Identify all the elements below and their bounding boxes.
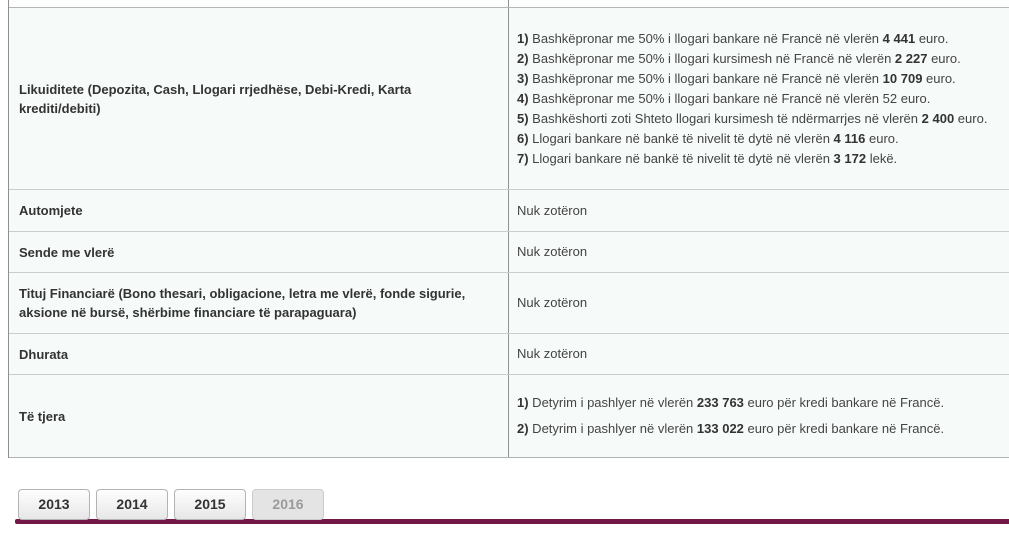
year-tab-2015[interactable]: 2015 [174,489,246,520]
asset-value-line: Nuk zotëron [517,244,588,259]
asset-category-label: Tituj Financiarë (Bono thesari, obligacione, letra me vlerë, fonde sigurie, aksione në bursë, shërbime financiare të parapaguara) [9,273,509,333]
asset-value-line: 1) Bashkëpronar me 50% i llogari bankare në Francë në vlerën 4 441 euro. [517,30,949,46]
asset-value-line: 2) Bashkëpronar me 50% i llogari kursimesh në Francë në vlerën 2 227 euro. [517,50,961,66]
asset-value-cell [509,190,1009,231]
asset-value-line: 4) Bashkëpronar me 50% i llogari bankare në Francë në vlerën 52 euro. [517,90,931,106]
asset-value-line: Nuk zotëron [517,295,588,310]
asset-value-cell [509,232,1009,272]
table-row [9,8,1009,190]
table-row [9,375,1009,458]
table-row [9,273,1009,334]
table-row [9,190,1009,232]
asset-value-cell [509,0,1009,7]
year-tabs [18,489,330,520]
asset-category-label: Dhurata [9,334,509,374]
asset-value-line: Nuk zotëron [517,346,588,361]
asset-category-cell [9,0,509,7]
asset-value-cell [509,273,1009,333]
asset-category-label: Të tjera [9,375,509,457]
asset-value-line: 5) Bashkëshorti zoti Shteto llogari kursimesh të ndërmarrjes në vlerën 2 400 euro. [517,110,988,126]
table-row [9,232,1009,273]
asset-category-label: Automjete [9,190,509,231]
asset-value-cell [509,375,1009,457]
asset-value-line: 7) Llogari bankare në bankë të nivelit të dytë në vlerën 3 172 lekë. [517,150,898,166]
table-row [9,334,1009,375]
asset-value-cell [509,8,1009,189]
year-tab-2016: 2016 [252,489,324,520]
asset-value-line: 1) Detyrim i pashlyer në vlerën 233 763 euro për kredi bankare në Francë. [517,395,945,410]
asset-value-cell [509,334,1009,374]
asset-category-label: Likuiditete (Depozita, Cash, Llogari rrjedhëse, Debi-Kredi, Karta krediti/debiti) [9,8,509,189]
year-tab-2013[interactable]: 2013 [18,489,90,520]
asset-value-line: 3) Bashkëpronar me 50% i llogari bankare në Francë në vlerën 10 709 euro. [517,70,956,86]
year-tab-2014[interactable]: 2014 [96,489,168,520]
asset-value-line: 6) Llogari bankare në bankë të nivelit të dytë në vlerën 4 116 euro. [517,130,899,146]
asset-value-line: Nuk zotëron [517,202,588,218]
table-row-partial [9,0,1009,8]
asset-value-line: 2) Detyrim i pashlyer në vlerën 133 022 euro për kredi bankare në Francë. [517,421,945,436]
assets-table [8,0,1009,458]
asset-category-label: Sende me vlerë [9,232,509,272]
